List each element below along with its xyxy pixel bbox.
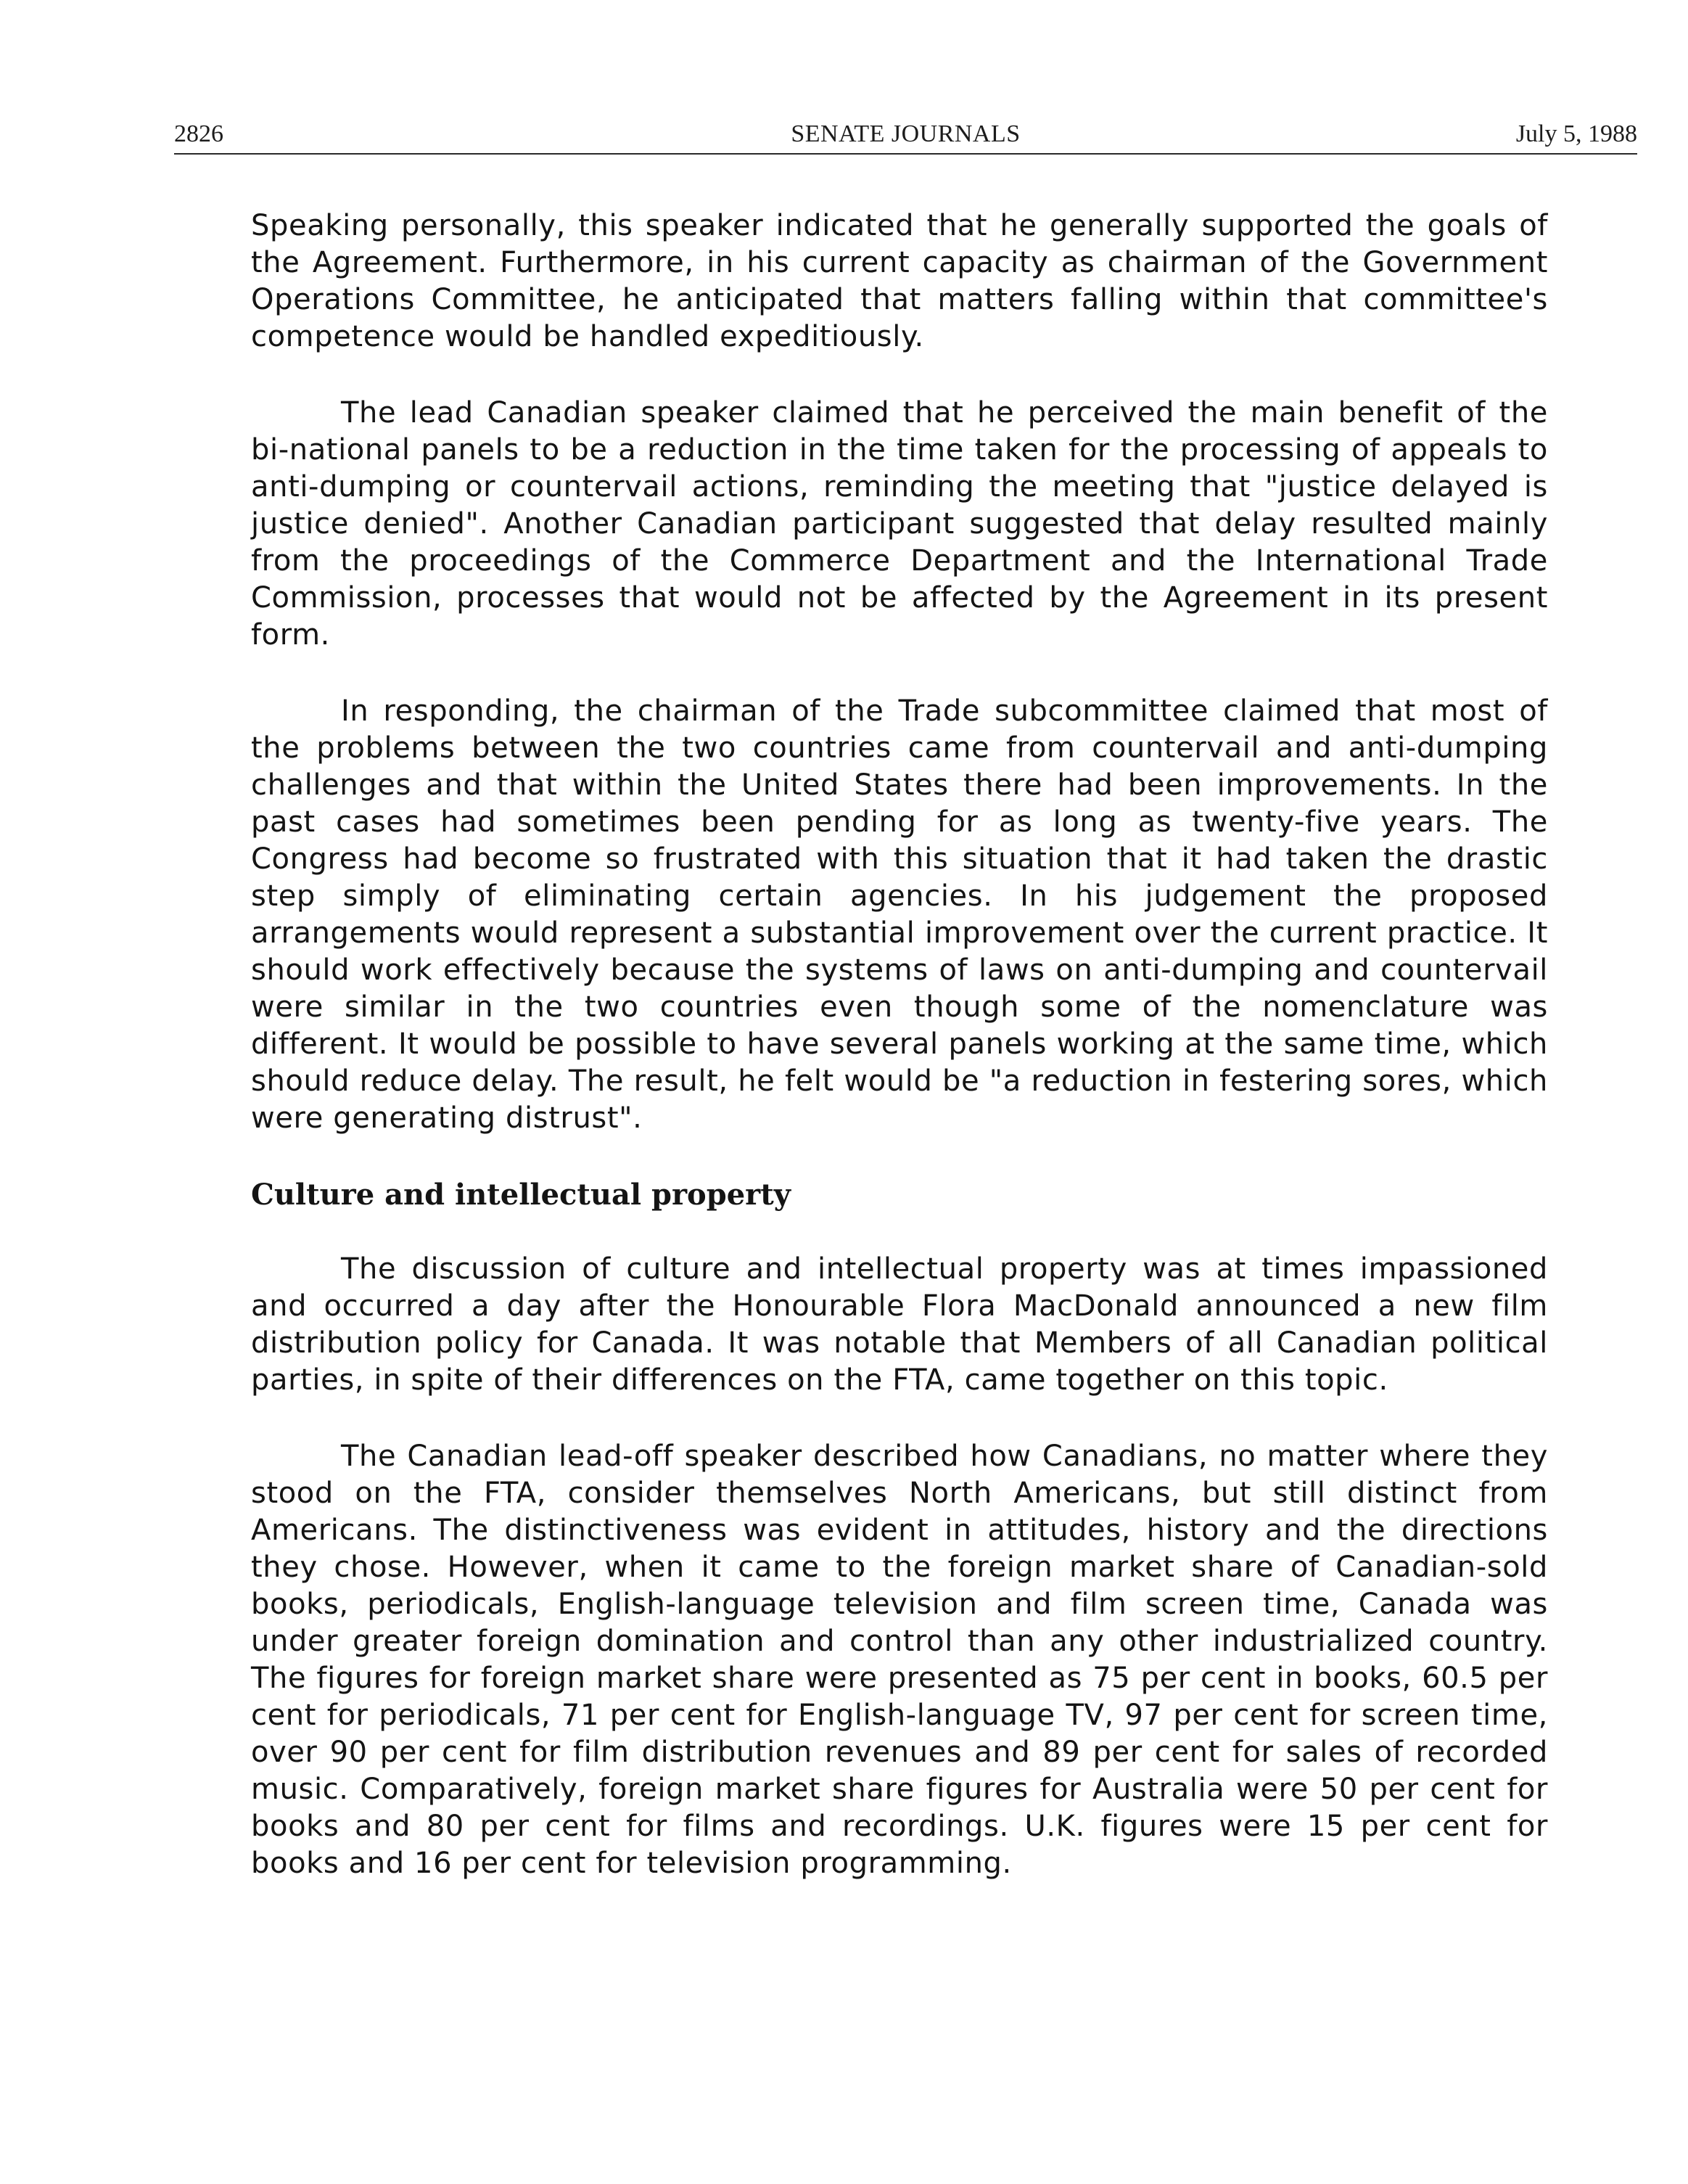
paragraph-culture-discussion: The discussion of culture and intellectual property was at times impassioned and occurred a day after the Honourable Flora MacDonald announced a new film distribution policy for Canada. It was notable that Members of all Canadian political parties, in spite of their differences on the FTA, came together on this topic. bbox=[251, 1252, 1548, 1397]
section-heading: Culture and intellectual property bbox=[251, 1178, 791, 1212]
journal-title: SENATE JOURNALS bbox=[791, 120, 1021, 147]
paragraph-canadian-lead-off-speaker: The Canadian lead-off speaker described how Canadians, no matter where they stood on the FTA, consider themselves North Americans, but still distinct from Americans. The distinctiveness was evident in attitudes, history and the directions they chose. However, when it came to the foreign market share of Canadian-sold books, periodicals, English-language television and film screen time, Canada was under greater foreign domination and control than any other industrialized country. The figures for foreign market share were presented as 75 per cent in books, 60.5 per cent for periodicals, 71 per cent for English-language TV, 97 per cent for screen time, over 90 per cent for film distribution revenues and 89 per cent for sales of recorded music. Comparatively, foreign market share figures for Australia were 50 per cent for books and 80 per cent for films and recordings. U.K. figures were 15 per cent for books and 16 per cent for television programming. bbox=[251, 1440, 1548, 1880]
header-rule bbox=[174, 153, 1637, 155]
page-number: 2826 bbox=[174, 120, 223, 147]
journal-date: July 5, 1988 bbox=[1515, 120, 1637, 147]
paragraph-trade-subcommittee-response: In responding, the chairman of the Trade subcommittee claimed that most of the problems between the two countries came from countervail and anti-dumping challenges and that within the United States there had been improvements. In the past cases had sometimes been pending for as long as twenty-five years. The Congress had become so frustrated with this situation that it had taken the drastic step simply of eliminating certain agencies. In his judgement the proposed arrangements would represent a substantial improvement over the current practice. It should work effectively because the systems of laws on anti-dumping and countervail were similar in the two countries even though some of the nomenclature was different. It would be possible to have several panels working at the same time, which should reduce delay. The result, he felt would be "a reduction in festering sores, which were generating distrust". bbox=[251, 694, 1548, 1135]
page-header bbox=[174, 120, 1637, 157]
paragraph-lead-canadian-speaker: The lead Canadian speaker claimed that he perceived the main benefit of the bi-national panels to be a reduction in the time taken for the processing of appeals to anti-dumping or countervail actions, reminding the meeting that "justice delayed is justice denied". Another Canadian participant suggested that delay resulted mainly from the proceedings of the Commerce Department and the International Trade Commission, processes that would not be affected by the Agreement in its present form. bbox=[251, 396, 1548, 652]
journal-body bbox=[251, 208, 1548, 1921]
paragraph-speaker-personal: Speaking personally, this speaker indicated that he generally supported the goals of the Agreement. Furthermore, in his current capacity as chairman of the Government Operations Committee, he anticipated that matters falling within that committee's competence would be handled expeditiously. bbox=[251, 209, 1548, 353]
